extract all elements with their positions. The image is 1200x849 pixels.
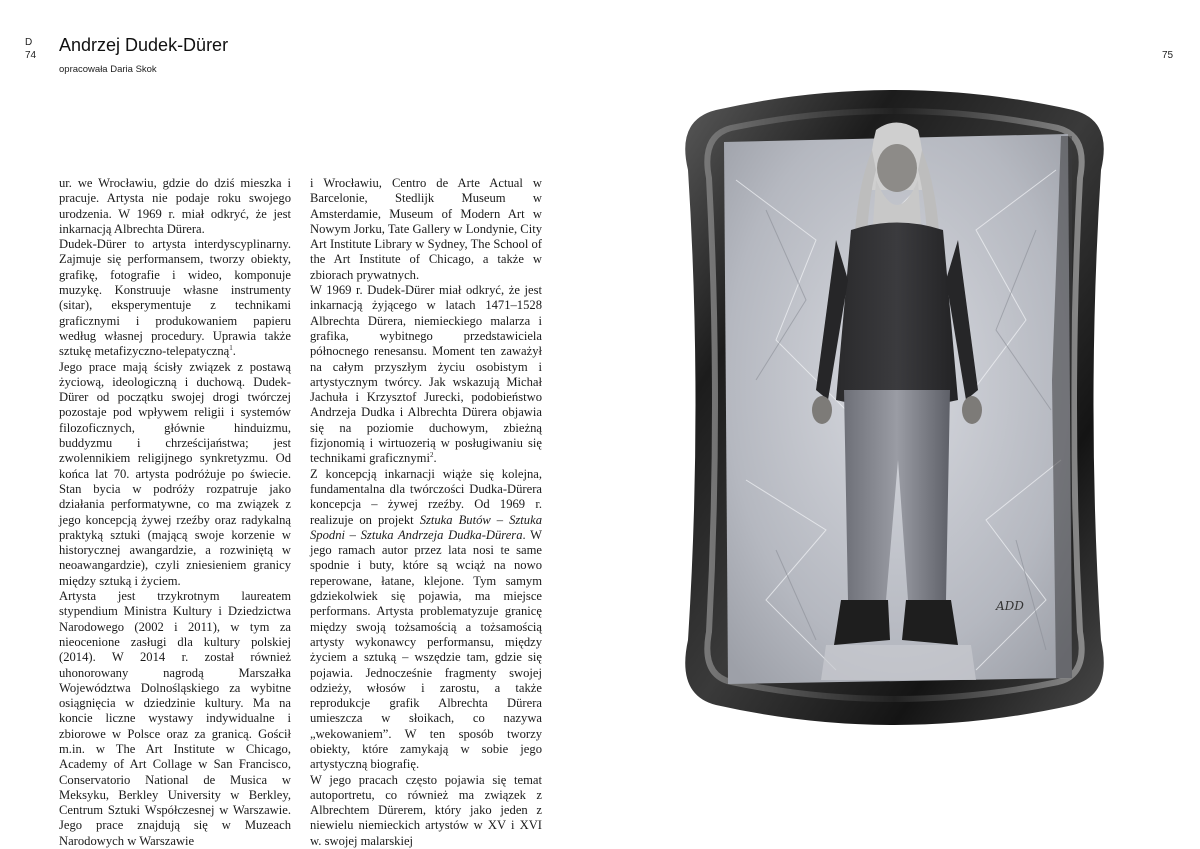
paragraph: W 1969 r. Dudek-Dürer miał odkryć, że jest inkarnacją żyjącego w latach 1471–1528 Albrechta Dürera, niemieckiego malarza i grafika, wybitnego przedstawiciela północnego renesansu. Moment ten zaważył na całym przyszłym życiu osobistym i artystycznym twórcy. Jak wskazują Michał Jachuła i Krzysztof Jurecki, podobieństwo Andrzeja Dudka i Albrechta Dürera objawia się na poziomie duchowym, zbieżną fizjonomią i wirtuozerią w posługiwaniu się technikami graficznymi$^2$. (310, 283, 542, 466)
paragraph-text: . W jego ramach autor przez lata nosi te same spodnie i buty, które są wciąż na nowo reperowane, łatane, klejone. Tym samym gdziekolwiek się pojawia, ma miejsce performans. Artysta problematyzuje granicę między swoją tożsamością a tożsamością artysty wykonawcy performansu, między życiem a sztuką – wszędzie tam, gdzie się pojawia. Jednocześnie fragmenty swojej odzieży, włosów i zarostu, a także reprodukcje grafik Albrechta Dürera umieszcza w słoikach, co nazywa „wekowaniem”. W ten sposób tworzy obiekty, które zamykają w sobie jego artystyczną biografię. (310, 527, 542, 772)
page-number-right: 75 (1162, 50, 1174, 61)
author-line: opracowała Daria Skok (59, 64, 157, 75)
paragraph-text: Z koncepcją inkarnacji wiąże się kolejna, fundamentalna dla twórczości Dudka-Dürera koncepcja – żywej rzeźby. Od 1969 r. realizuje on projekt (310, 466, 542, 527)
paragraph: Artysta jest trzykrotnym laureatem stypendium Ministra Kultury i Dziedzictwa Narodowego (2002 i 2011), w tym za nieocenione zasługi dla kultury polskiej (2014). W 2014 r. został również uhonorowany nagrodą Marszałka Województwa Dolnośląskiego za wybitne osiągnięcia w dziedzinie kultury. Ma na koncie liczne wystawy indywidualne i zbiorowe w Polsce oraz za granicą. Gościł m.in. w The Art Institute w Chicago, Academy of Art Collage w San Francisco, Conservatorio National de Musica w Meksyku, Berkley University w Berkley, Centrum Sztuki Współczesnej w Warszawie. Jego prace znajdują się w Muzeach Narodowych w Warszawie (59, 589, 291, 848)
page-number-left: 74 (25, 50, 37, 61)
paragraph: i Wrocławiu, Centro de Arte Actual w Barcelonie, Stedlijk Museum w Amsterdamie, Museum of Modern Art w Nowym Jorku, Tate Gallery w Londynie, City Art Institute Library w Sydney, The School of the Art Institute of Chicago, a także w zbiorach prywatnych. (310, 176, 542, 282)
text-column-right (310, 176, 542, 849)
footnote-mark: 2 (429, 451, 434, 460)
paragraph (310, 467, 542, 773)
text-column-left (59, 176, 291, 849)
paragraph: ur. we Wrocławiu, gdzie do dziś mieszka i pracuje. Artysta nie podaje roku swojego urodzenia. W 1969 r. miał odkryć, że jest inkarnacją Albrechta Dürera. (59, 176, 291, 236)
artist-signature: ADD (996, 599, 1024, 613)
paragraph: Dudek-Dürer to artysta interdyscyplinarny. Zajmuje się performansem, tworzy obiekty, grafikę, fotografie i wideo, komponuje muzykę. Konstruuje własne instrumenty (sitar), eksperymentuje z technikami graficznymi i produkowaniem papieru według własnej procedury. Uprawia także sztukę metafizyczno-telepatyczną$^1$. (59, 237, 291, 359)
paragraph-text: Dudek-Dürer to artysta interdyscyplinarny. Zajmuje się performansem, tworzy obiekty, grafikę, fotografie i wideo, komponuje muzykę. Konstruuje własne instrumenty (sitar), eksperymentuje z technikami graficznymi i produkowaniem papieru według własnej procedury. Uprawia także sztukę metafizyczno-telepatyczną (59, 237, 291, 359)
paragraph: Jego prace mają ścisły związek z postawą życiową, ideologiczną i duchową. Dudek-Dürer od początku swojej drogi twórczej pozostaje pod wpływem religii i systemów filozoficznych, głównie hinduizmu, buddyzmu i chrześcijaństwa; jest zwolennikiem religijnego synkretyzmu. Od końca lat 70. artysta podróżuje po świecie. Stan bycia w podróży rozpatruje jako działania performatywne, co ma związek z jego koncepcją żywej rzeźby oraz radykalną praktyką sztuki (mającą swoje korzenie w historycznej awangardzie, a rozwiniętą w neoawangardzie), czyli zniesieniem granicy między sztuką i życiem. (59, 359, 291, 588)
footnote-mark: 1 (229, 344, 233, 353)
portrait-photo (676, 80, 1113, 730)
section-letter: D (25, 37, 33, 48)
project-title: Sztuka Butów – Sztuka Spodni – Sztuka Andrzeja Dudka-Dürera (310, 512, 542, 542)
paragraph-text: W 1969 r. Dudek-Dürer miał odkryć, że jest inkarnacją żyjącego w latach 1471–1528 Albrechta Dürera, niemieckiego malarza i grafika, wybitnego przedstawiciela północnego renesansu. Moment ten zaważył na całym przyszłym życiu osobistym i artystycznym twórcy. Jak wskazują Michał Jachuła i Krzysztof Jurecki, podobieństwo Andrzeja Dudka i Albrechta Dürera objawia się na poziomie duchowym, zbieżną fizjonomią i wirtuozerią w posługiwaniu się technikami graficznymi (310, 283, 542, 466)
paragraph: W jego pracach często pojawia się temat autoportretu, co również ma związek z Albrechtem Dürerem, który jako jeden z niewielu niemieckich artystów w XV i XVI w. swojej malarskiej (310, 772, 542, 848)
entry-title: Andrzej Dudek-Dürer (59, 35, 229, 55)
